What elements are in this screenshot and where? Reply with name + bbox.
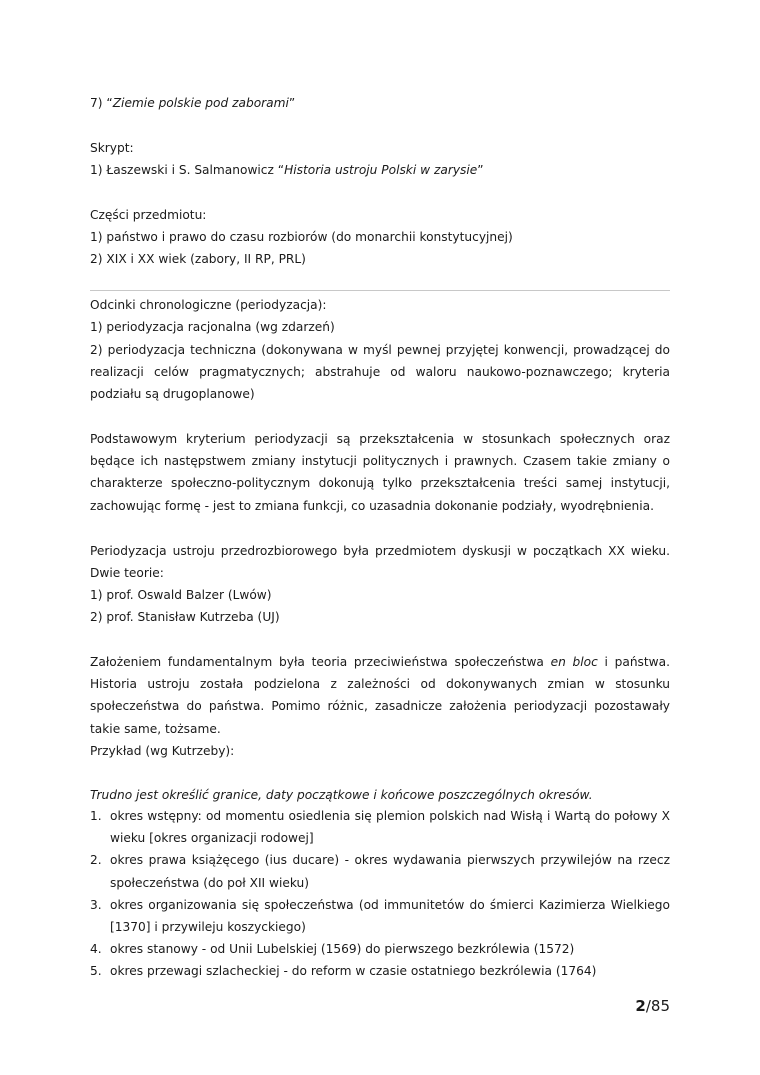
total-pages: 85 bbox=[650, 997, 670, 1015]
odcinki-heading: Odcinki chronologiczne (periodyzacja): bbox=[90, 298, 327, 312]
przyklad-note: Trudno jest określić granice, daty początkowe i końcowe poszczególnych okresów. bbox=[90, 788, 593, 802]
paragraph-zalozenie: Założeniem fundamentalnym była teoria przeciwieństwa społeczeństwa en bloc i państwa. Historia ustroju została podzielona z zależności od dokonywanych zmian w stosunku społeczeństwa do państwa. Pomimo różnic, zasadnicze założenia periodyzacji pozostawały takie same, tożsame. bbox=[90, 655, 670, 736]
przyklad-heading: Przykład (wg Kutrzeby): bbox=[90, 744, 235, 758]
list-item: 1. okres wstępny: od momentu osiedlenia się plemion polskich nad Wisłą i Wartą do połowy X wieku [okres organizacji rodowej] bbox=[90, 809, 670, 846]
page-number: 2/85 bbox=[635, 997, 670, 1015]
paragraph-teorie: Periodyzacja ustroju przedrozbiorowego była przedmiotem dyskusji w początkach XX wieku. Dwie teorie: bbox=[90, 544, 670, 581]
skrypt-heading: Skrypt: bbox=[90, 141, 134, 155]
source-title: Ziemie polskie pod zaborami bbox=[112, 96, 289, 110]
current-page: 2 bbox=[635, 997, 646, 1015]
en-bloc-term: en bloc bbox=[550, 655, 598, 669]
source-item-7: 7) “Ziemie polskie pod zaborami” bbox=[90, 96, 296, 110]
list-item: 5. okres przewagi szlacheckiej - do reform w czasie ostatniego bezkrólewia (1764) bbox=[90, 964, 597, 979]
czesci-heading: Części przedmiotu: bbox=[90, 208, 207, 222]
teorie-item-2: 2) prof. Stanisław Kutrzeba (UJ) bbox=[90, 610, 280, 624]
odcinki-item-2: 2) periodyzacja techniczna (dokonywana w myśl pewnej przyjętej konwencji, prowadzącej do realizacji celów pragmatycznych; abstrahuje od waloru naukowo-poznawczego; kryteria podziału są drugoplanowe) bbox=[90, 343, 670, 402]
czesci-item-2: 2) XIX i XX wiek (zabory, II RP, PRL) bbox=[90, 252, 306, 266]
czesci-item-1: 1) państwo i prawo do czasu rozbiorów (do monarchii konstytucyjnej) bbox=[90, 230, 513, 244]
periods-list bbox=[90, 805, 670, 983]
odcinki-item-1: 1) periodyzacja racjonalna (wg zdarzeń) bbox=[90, 320, 335, 334]
skrypt-title: Historia ustroju Polski w zarysie bbox=[284, 163, 478, 177]
list-item: 2. okres prawa książęcego (ius ducare) - okres wydawania pierwszych przywilejów na rzecz społeczeństwa (do poł XII wieku) bbox=[90, 853, 670, 890]
list-item: 4. okres stanowy - od Unii Lubelskiej (1569) do pierwszego bezkrólewia (1572) bbox=[90, 942, 575, 957]
teorie-item-1: 1) prof. Oswald Balzer (Lwów) bbox=[90, 588, 272, 602]
section-divider bbox=[90, 290, 670, 291]
skrypt-item-1: 1) Łaszewski i S. Salmanowicz “Historia ustroju Polski w zarysie” bbox=[90, 163, 484, 177]
list-item: 3. okres organizowania się społeczeństwa (od immunitetów do śmierci Kazimierza Wielkiego [1370] i przywileju koszyckiego) bbox=[90, 897, 670, 935]
paragraph-kryterium: Podstawowym kryterium periodyzacji są przekształcenia w stosunkach społecznych oraz będące ich następstwem zmiany instytucji politycznych i prawnych. Czasem takie zmiany o charakterze społeczno-politycznym dokonują tylko przekształcenia treści samej instytucji, zachowując formę - jest to zmiana funkcji, co uzasadnia dokonanie podziały, wyodrębnienia. bbox=[90, 432, 670, 513]
